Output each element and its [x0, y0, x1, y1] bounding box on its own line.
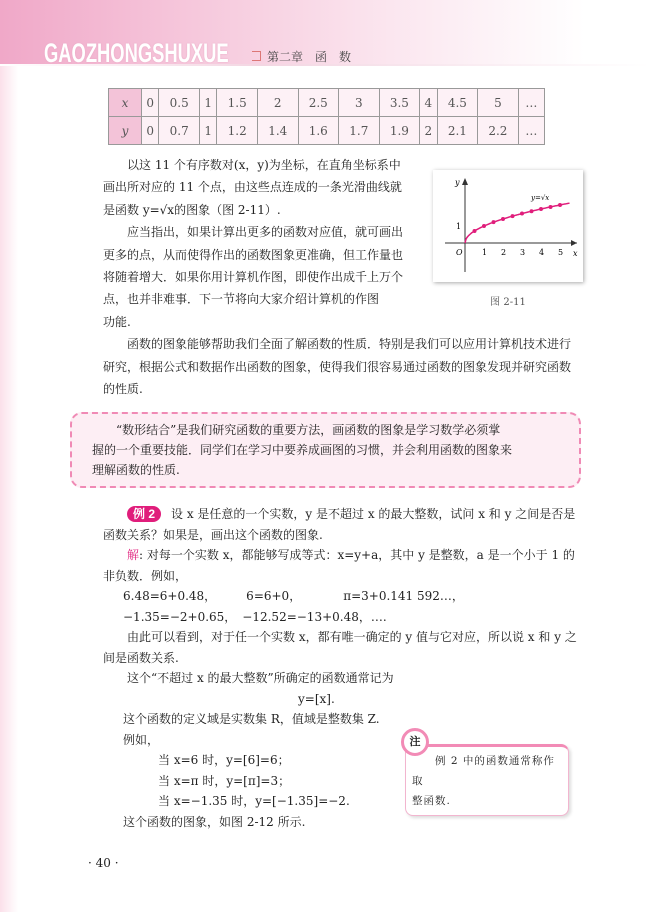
page-number: · 40 ·: [88, 856, 119, 870]
table-cell: 1.7: [339, 117, 380, 145]
example-badge: 例 2: [127, 506, 161, 522]
example-line: 函数关系？如果是，画出这个函数的图象.: [103, 527, 323, 542]
x-arrow-icon: [571, 240, 577, 246]
solution-line: 这个函数的定义域是实数集 R，值域是整数集 Z.: [123, 712, 380, 727]
text-line: 功能.: [103, 314, 131, 329]
x-tick-label: 1: [482, 248, 488, 257]
tip-box: [70, 412, 581, 488]
table-cell: 3: [339, 89, 380, 117]
row-header: x: [109, 89, 142, 117]
data-point: [539, 207, 543, 211]
text-line: 的性质.: [103, 382, 143, 397]
y-arrow-icon: [462, 178, 468, 185]
tip-text: [92, 420, 559, 480]
data-point: [558, 203, 562, 207]
row-header: y: [109, 117, 142, 145]
origin-label: O: [456, 248, 463, 257]
data-point: [482, 224, 486, 228]
chapter-title: 第二章 函 数: [252, 48, 351, 65]
data-point: [473, 229, 477, 233]
data-point: [492, 220, 496, 224]
table-cell: 1.2: [217, 117, 258, 145]
table-cell: 4.5: [437, 89, 478, 117]
note-text: 例 2 中的函数通常称作取: [412, 754, 555, 787]
solution-line: 当 x=−1.35 时，y=[−1.35]=−2.: [158, 794, 350, 809]
example-line: 设 x 是任意的一个实数，y 是不超过 x 的最大整数，试问 x 和 y 之间是否是: [171, 507, 576, 522]
figure-2-11: [433, 170, 583, 282]
sqrt-graph: [433, 170, 583, 282]
main-content: [92, 154, 583, 832]
table-cell: …: [518, 117, 544, 145]
tip-line: 握的一个重要技能．同学们在学习中要养成画图的习惯，并会利用函数的图象来: [92, 443, 513, 458]
y-axis-label: y: [455, 178, 460, 187]
text-line: 研究，根据公式和数据作出函数的图象，使得我们很容易通过函数的图象发现并研究函数: [103, 359, 572, 374]
tip-line: 理解函数的性质.: [92, 463, 180, 478]
figure-2-11-wrapper: [433, 170, 583, 310]
data-point: [501, 217, 505, 221]
table-cell: 2.2: [478, 117, 519, 145]
table-cell: 0.5: [159, 89, 200, 117]
paragraph-graph-benefits: [103, 333, 583, 400]
table-cell: 5: [478, 89, 519, 117]
solution-line: 当 x=π 时，y=[π]=3；: [158, 773, 291, 788]
table-cell: 1.9: [379, 117, 420, 145]
solution-line: : 对每一个实数 x，都能够写成等式：x=y+a，其中 y 是整数，a 是一个小于 1 的: [139, 548, 575, 563]
note-wrapper: [405, 734, 575, 816]
table-cell: 0.7: [159, 117, 200, 145]
sqrt-curve: [465, 203, 570, 243]
curve-label: y=√x: [531, 194, 550, 202]
table-cell: 2.5: [298, 89, 339, 117]
left-margin-decoration: [0, 66, 18, 912]
x-axis-label: x: [573, 249, 578, 258]
note-box: [405, 744, 569, 816]
table-cell: 3.5: [379, 89, 420, 117]
table-cell: 1: [199, 89, 216, 117]
text-line: 将随着增大．如果你用计算机作图，即使作出成千上万个: [103, 270, 404, 285]
solution-line: y=[x].: [298, 691, 335, 706]
table-cell: 1: [199, 117, 216, 145]
tip-line: “数形结合”是我们研究函数的重要方法，画函数的图象是学习数学必须掌: [116, 423, 501, 438]
solution-line: 当 x=6 时，y=[6]=6；: [158, 753, 290, 768]
solution-line: 由此可以看到，对于任一个实数 x，都有唯一确定的 y 值与它对应，所以说 x 和 y 之: [127, 630, 577, 645]
value-table: [108, 88, 545, 145]
table-cell: 2.1: [437, 117, 478, 145]
solution-line: 非负数．例如，: [103, 568, 188, 583]
y-tick-label: 1: [456, 222, 462, 231]
text-line: 应当指出，如果计算出更多的函数对应值，就可画出: [127, 225, 404, 240]
x-tick-label: 2: [501, 248, 507, 257]
data-point: [520, 212, 524, 216]
solution-line: 间是函数关系.: [103, 650, 179, 665]
data-point: [549, 205, 553, 209]
text-line: 是函数 y=√x的图象（图 2-11）.: [103, 202, 281, 217]
x-tick-label: 4: [539, 248, 545, 257]
table-cell: …: [518, 89, 544, 117]
text-line: 函数的图象能够帮助我们全面了解函数的性质．特别是我们可以应用计算机技术进行: [127, 337, 572, 352]
table-cell: 0: [142, 89, 159, 117]
text-line: 更多的点，从而使得作出的函数图象更准确，但工作量也: [103, 247, 404, 262]
table-cell: 2: [420, 117, 437, 145]
text-line: 点，也并非难事．下一节将向大家介绍计算机的作图: [103, 292, 380, 307]
x-tick-label: 5: [558, 248, 564, 257]
figure-caption: 图 2-11: [490, 297, 526, 308]
table-cell: 1.4: [257, 117, 298, 145]
series-logo: GAOZHONGSHUXUE: [44, 38, 229, 68]
solution-line: 6.48=6+0.48， 6=6+0， π=3+0.141 592…，: [123, 589, 464, 604]
note-text: 整函数.: [412, 794, 451, 807]
solution-label: 解: [127, 548, 140, 563]
table-cell: 4: [420, 89, 437, 117]
x-tick-label: 3: [520, 248, 526, 257]
note-magnifier-icon: 注: [401, 728, 429, 756]
table-cell: 1.6: [298, 117, 339, 145]
table-cell: 0: [142, 117, 159, 145]
solution-line: 这个“不超过 x 的最大整数”所确定的函数通常记为: [127, 671, 394, 686]
table-cell: 2: [257, 89, 298, 117]
text-line: 画出所对应的 11 个点，由这些点连成的一条光滑曲线就: [103, 180, 402, 195]
solution-line: 例如，: [123, 732, 160, 747]
table-row-x: [109, 89, 545, 117]
example-2: [103, 504, 583, 832]
data-point: [530, 209, 534, 213]
table-cell: 1.5: [217, 89, 258, 117]
data-point: [511, 214, 515, 218]
solution-line: −1.35=−2+0.65， −12.52=−13+0.48，….: [123, 609, 387, 624]
table-row-y: [109, 117, 545, 145]
solution-line: 这个函数的图象，如图 2-12 所示.: [123, 814, 306, 829]
text-line: 以这 11 个有序数对(x，y)为坐标，在直角坐标系中: [127, 158, 401, 172]
